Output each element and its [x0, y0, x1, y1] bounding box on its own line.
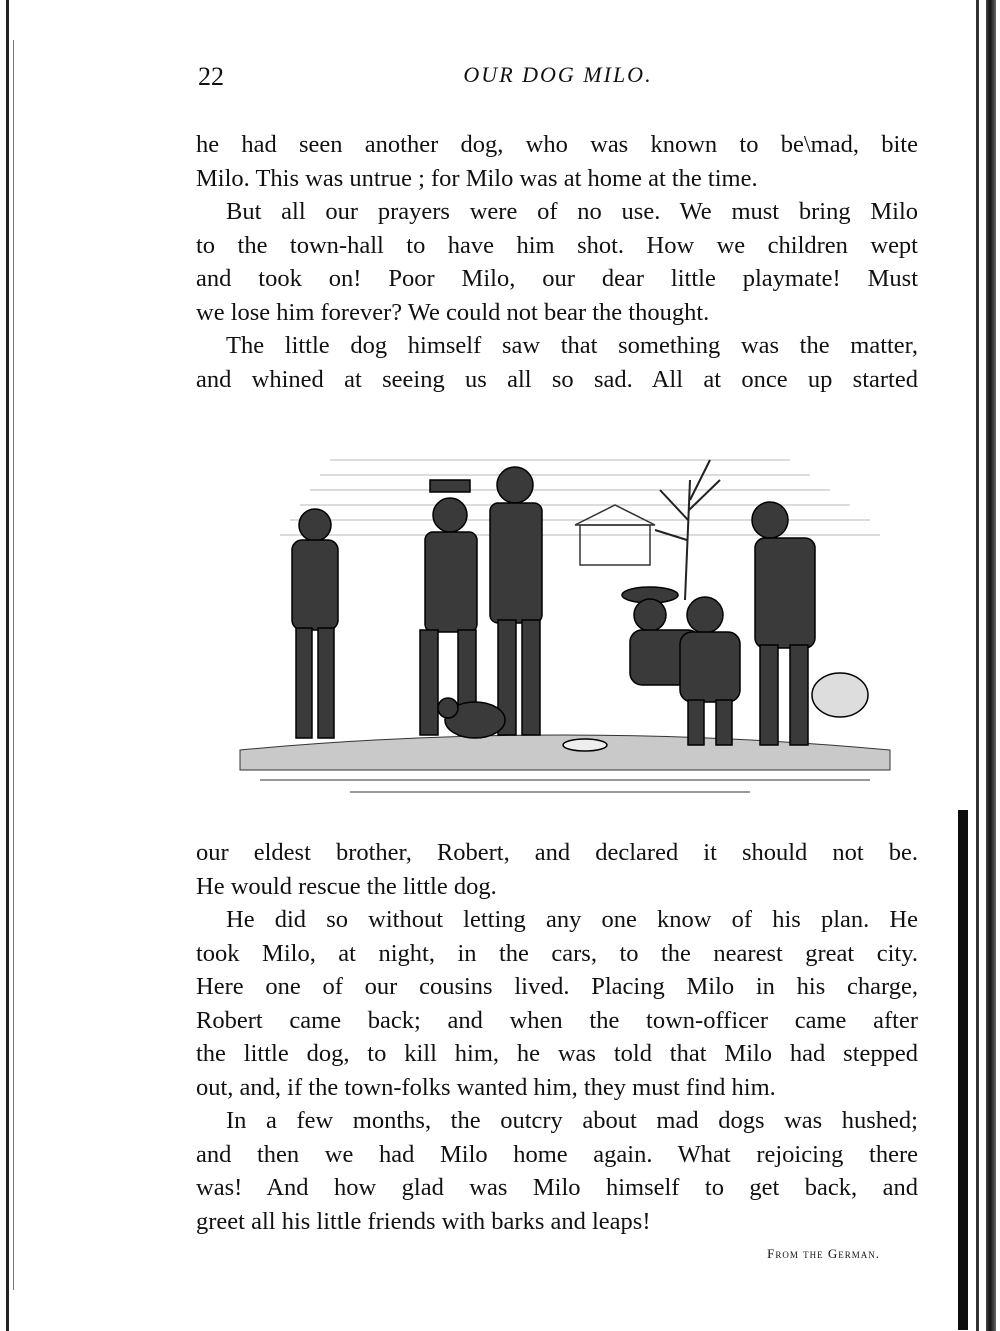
page-edge-left: [6, 0, 9, 1331]
text-block-bottom: [196, 836, 918, 1238]
page-edge-dark: [986, 0, 996, 1331]
text-line: He would rescue the little dog.: [196, 872, 497, 900]
text-line: But all our prayers were of no use. We must bring Milo: [226, 198, 918, 225]
text-line: he had seen another dog, who was known to be\mad, bite: [196, 131, 918, 158]
engraving-illustration: [230, 420, 900, 805]
text-line: to the town-hall to have him shot. How we children wept: [196, 231, 918, 259]
text-line: and whined at seeing us all so sad. All at once up started: [196, 365, 918, 393]
text-line: greet all his little friends with barks and leaps!: [196, 1207, 651, 1235]
paragraph: [196, 836, 918, 903]
page-gutter-line: [13, 40, 14, 1290]
text-line: Milo. This was untrue ; for Milo was at home at the time.: [196, 164, 758, 192]
text-line: took Milo, at night, in the cars, to the nearest great city.: [196, 939, 918, 967]
text-line: was! And how glad was Milo himself to get back, and: [196, 1174, 918, 1201]
running-title: OUR DOG MILO.: [463, 62, 653, 87]
paragraph: [196, 1104, 918, 1238]
text-line: the little dog, to kill him, he was told that Milo had stepped: [196, 1040, 918, 1067]
text-line: our eldest brother, Robert, and declared it should not be.: [196, 839, 918, 866]
text-line: and then we had Milo home again. What rejoicing there: [196, 1140, 918, 1168]
running-header: [198, 62, 918, 102]
engraving-children-with-dog-icon: [230, 420, 900, 805]
text-line: In a few months, the outcry about mad dogs was hushed;: [226, 1107, 918, 1134]
text-line: Here one of our cousins lived. Placing Milo in his charge,: [196, 973, 918, 1000]
text-line: out, and, if the town-folks wanted him, they must find him.: [196, 1073, 776, 1101]
page-number: 22: [198, 62, 224, 91]
page-edge-shadow: [958, 810, 968, 1330]
text-line: and took on! Poor Milo, our dear little playmate! Must: [196, 265, 918, 292]
source-credit: From the German.: [767, 1246, 880, 1261]
text-block-top: [196, 128, 918, 396]
text-line: Robert came back; and when the town-officer came after: [196, 1006, 918, 1034]
text-line: He did so without letting any one know of his plan. He: [226, 906, 918, 933]
paragraph: [196, 195, 918, 329]
paragraph: [196, 903, 918, 1104]
text-line: The little dog himself saw that something was the matter,: [226, 332, 918, 359]
paragraph: [196, 128, 918, 195]
paragraph: [196, 329, 918, 396]
text-line: we lose him forever? We could not bear the thought.: [196, 298, 710, 326]
page-edge-right: [976, 0, 979, 1331]
